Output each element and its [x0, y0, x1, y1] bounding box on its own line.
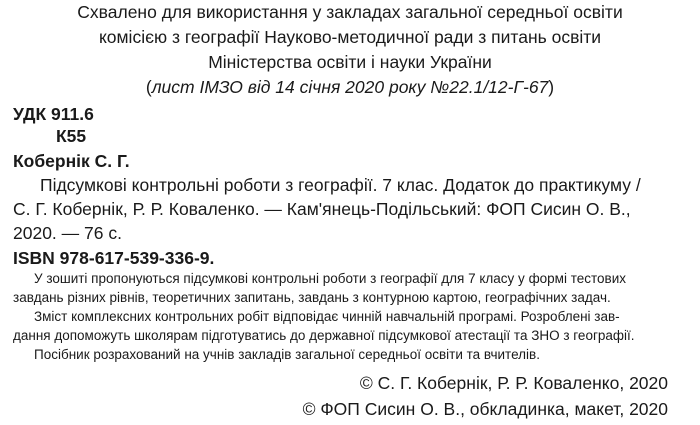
bibliography-line-3: 2020. — 76 с. [13, 223, 122, 243]
approval-letter-line [0, 77, 700, 98]
author-name: Кобернік С. Г. [13, 151, 130, 171]
approval-line-1: Схвалено для використання у закладах загальної середньої освіти [77, 2, 623, 22]
approval-line-3: Міністерства освіти і науки України [208, 52, 492, 72]
copyright-authors: © С. Г. Кобернік, Р. Р. Коваленко, 2020 [359, 373, 668, 393]
annotation-line-5: Посібник розрахований на учнів закладів загальної середньої освіти та вчителів. [34, 347, 540, 362]
open-paren: ( [145, 77, 152, 97]
close-paren: ) [548, 77, 555, 97]
copyright-publisher: © ФОП Сисин О. В., обкладинка, макет, 2020 [302, 399, 668, 419]
approval-letter: лист ІМЗО від 14 січня 2020 року №22.1/12-Г-67 [151, 77, 549, 97]
annotation-line-4: дання допоможуть школярам підготуватись до державної підсумкової атестації та ЗНО з географії. [13, 328, 635, 343]
author-mark: К55 [56, 126, 87, 146]
udk-code: УДК 911.6 [13, 104, 94, 124]
annotation-line-2: завдань різних рівнів, теоретичних запитань, завдань з контурною картою, географічних задач. [13, 290, 611, 305]
isbn: ISBN 978-617-539-336-9. [13, 248, 215, 268]
annotation-line-1: У зошиті пропонуються підсумкові контрольні роботи з географії для 7 класу у формі тестових [34, 271, 627, 286]
bibliography-line-2: С. Г. Кобернік, Р. Р. Коваленко. — Кам'янець-Подільський: ФОП Сисин О. В., [13, 199, 631, 219]
annotation-line-3: Зміст комплексних контрольних робіт відповідає чинній навчальній програмі. Розроблені зав- [34, 309, 620, 324]
bibliography-line-1: Підсумкові контрольні роботи з географії. 7 клас. Додаток до практикуму / [40, 175, 641, 195]
approval-line-2: комісією з географії Науково-методичної ради з питань освіти [98, 27, 602, 47]
